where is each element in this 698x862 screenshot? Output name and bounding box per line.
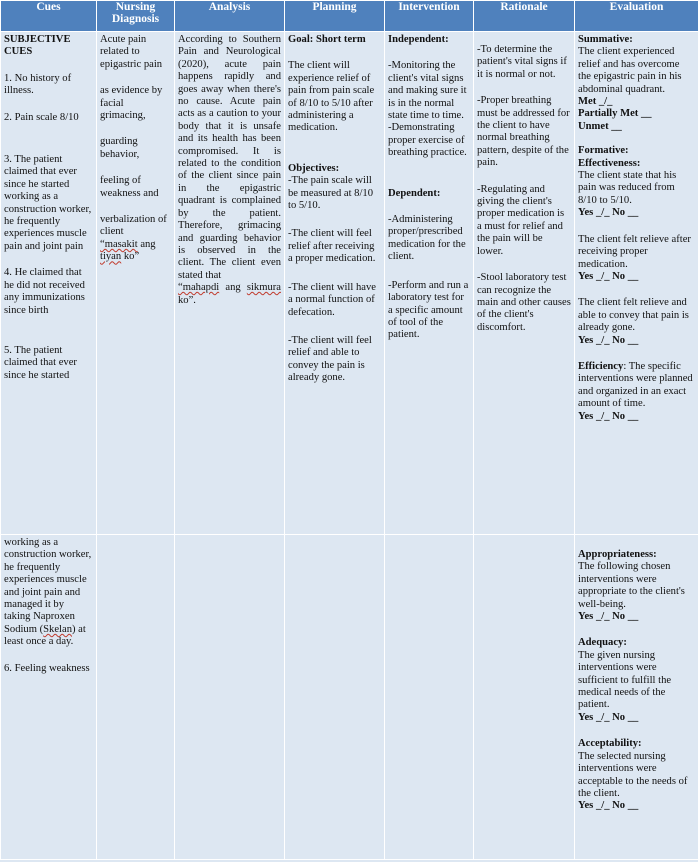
intervention-item: -Perform and run a laboratory test for a specific amount of tool of the patient. bbox=[388, 279, 469, 341]
table-row bbox=[1, 32, 698, 535]
formative-item: The client felt relieve and able to convey that pain is already gone. bbox=[578, 297, 689, 334]
header-nursing-diagnosis: Nursing Diagnosis bbox=[97, 1, 175, 32]
quote-word: ang bbox=[140, 238, 156, 250]
empty-cell bbox=[474, 535, 575, 860]
acceptability-text: The selected nursing interventions were acceptable to the needs of the client. bbox=[578, 750, 688, 799]
cue-continued: working as a construction worker, he frequently experiences muscle and joint pain and managed it by taking Naproxen Sodium (Skelan) at least once a day. bbox=[4, 537, 92, 648]
yes-no-option: Yes _/_ No __ bbox=[578, 270, 639, 282]
quote-word: tiyan bbox=[100, 251, 122, 263]
header-cues: Cues bbox=[1, 1, 97, 32]
intervention-item: -Demonstrating proper exercise of breathing practice. bbox=[388, 122, 467, 159]
cues-cell bbox=[1, 32, 97, 535]
objective-item: -The pain scale will be measured at 8/10 to 5/10. bbox=[288, 175, 374, 212]
acceptability-title: Acceptability: bbox=[578, 738, 642, 750]
planning-cell bbox=[285, 32, 385, 535]
objective-item: -The client will have a normal function of defecation. bbox=[288, 281, 376, 318]
quote-word: “masakit bbox=[100, 238, 138, 250]
efficiency-body: : The specific interventions were planned and organized in an exact amount of time. bbox=[578, 360, 693, 410]
cue-item: 2. Pain scale 8/10 bbox=[4, 111, 79, 123]
header-row bbox=[1, 1, 698, 32]
quote-word: sikmura bbox=[246, 282, 281, 294]
diagnosis-line: guarding behavior, bbox=[100, 136, 140, 160]
analysis-text: According to Southern Pain and Neurological (2020), acute pain happens rapidly and goes away when there's no cause. Acute pain acts as a caution to your body that it is unsafe and its health has been compromised. It is related to the condition of the client since pain in the epigastric quadrant is complained by the patient. Therefore, grimacing and guarding behavior is observed in the client. The client even stated that bbox=[178, 34, 281, 281]
yes-no-option: Yes _/_ No __ bbox=[578, 410, 639, 422]
quote-word: ang bbox=[225, 282, 241, 294]
brand-name: Skelan bbox=[43, 623, 72, 635]
header-intervention: Intervention bbox=[385, 1, 474, 32]
adequacy-title: Adequacy: bbox=[578, 637, 627, 649]
cue-item: 3. The patient claimed that ever since he started working as a construction worker, he frequently experiences muscle pain and joint pain bbox=[4, 154, 92, 252]
appropriateness-title: Appropriateness: bbox=[578, 549, 657, 560]
quote-word: ko”. bbox=[178, 294, 196, 306]
header-rationale: Rationale bbox=[474, 1, 575, 32]
objective-item: -The client will feel relief and able to convey the pain is already gone. bbox=[288, 334, 372, 384]
cue-item: 4. He claimed that he did not received any immunizations since birth bbox=[4, 267, 85, 316]
empty-cell bbox=[385, 535, 474, 860]
planning-short-term: The client will experience relief of pain from pain scale of 8/10 to 5/10 after administering a medication. bbox=[288, 60, 375, 134]
cue-item: 5. The patient claimed that ever since he started bbox=[4, 344, 77, 381]
yes-no-option: Yes _/_ No __ bbox=[578, 800, 639, 812]
intervention-cell bbox=[385, 32, 474, 535]
yes-no-option: Yes _/_ No __ bbox=[578, 207, 639, 219]
yes-no-option: Yes _/_ No __ bbox=[578, 611, 639, 623]
dependent-title: Dependent: bbox=[388, 187, 441, 199]
effectiveness-title: Effectiveness: bbox=[578, 157, 641, 169]
table-row bbox=[1, 535, 698, 860]
rationale-item: -Stool laboratory test can recognize the main and other causes of the client's discomfort. bbox=[477, 272, 571, 333]
diagnosis-line: as evidence by facial grimacing, bbox=[100, 85, 163, 122]
summative-text: The client experienced relief and has overcome the epigastric pain in his abdominal quadrant. bbox=[578, 46, 682, 95]
diagnosis-cell bbox=[97, 32, 175, 535]
rationale-item: -Proper breathing must be addressed for the client to have normal breathing pattern, despite of the pain. bbox=[477, 95, 570, 169]
rationale-item: -Regulating and giving the client's proper medication is a must for relief and the pain will be lower. bbox=[477, 183, 565, 257]
cues-continued-cell bbox=[1, 535, 97, 860]
cue-item: 1. No history of illness. bbox=[4, 72, 72, 97]
adequacy-text: The given nursing interventions were sufficient to fulfill the medical needs of the patient. bbox=[578, 649, 672, 711]
objective-item: -The client will feel relief after receiving a proper medication. bbox=[288, 228, 376, 265]
independent-title: Independent: bbox=[388, 34, 449, 45]
analysis-cell bbox=[175, 32, 285, 535]
efficiency-title: Efficiency bbox=[578, 360, 624, 372]
yes-no-option: Yes _/_ No __ bbox=[578, 334, 639, 346]
header-planning: Planning bbox=[285, 1, 385, 32]
evaluation-continued-cell bbox=[575, 535, 698, 860]
appropriateness-text: The following chosen interventions were appropriate to the client's well-being. bbox=[578, 561, 685, 610]
header-evaluation: Evaluation bbox=[575, 1, 698, 32]
cues-title: SUBJECTIVE CUES bbox=[4, 34, 71, 58]
diagnosis-line: feeling of weakness and bbox=[100, 175, 159, 199]
empty-cell bbox=[175, 535, 285, 860]
intervention-item: -Administering proper/prescribed medication for the client. bbox=[388, 214, 466, 263]
objectives-title: Objectives: bbox=[288, 162, 340, 174]
empty-cell bbox=[285, 535, 385, 860]
empty-cell bbox=[97, 535, 175, 860]
formative-item: The client state that his pain was reduced from 8/10 to 5/10. bbox=[578, 170, 677, 206]
diagnosis-quote bbox=[100, 239, 171, 264]
summative-title: Summative: bbox=[578, 34, 633, 45]
diagnosis-line: verbalization of client bbox=[100, 214, 167, 238]
rationale-item: -To determine the patient's vital signs if it is normal or not. bbox=[477, 44, 567, 80]
efficiency-text bbox=[578, 361, 695, 411]
formative-item: The client felt relieve after receiving proper medication. bbox=[578, 233, 691, 270]
met-option: Met _/_ bbox=[578, 96, 613, 108]
cue-item: 6. Feeling weakness bbox=[4, 662, 90, 674]
quote-word: ko” bbox=[123, 251, 140, 263]
rationale-cell bbox=[474, 32, 575, 535]
unmet-option: Unmet __ bbox=[578, 120, 622, 132]
intervention-item: -Monitoring the client's vital signs and making sure it is in the normal state time to time. bbox=[388, 60, 467, 122]
quote-word: “mahapdi bbox=[178, 282, 220, 294]
header-analysis: Analysis bbox=[175, 1, 285, 32]
yes-no-option: Yes _/_ No __ bbox=[578, 711, 639, 723]
planning-goal: Goal: Short term bbox=[288, 34, 366, 45]
diagnosis-line: Acute pain related to epigastric pain bbox=[100, 34, 163, 70]
evaluation-cell bbox=[575, 32, 698, 535]
partially-met-option: Partially Met __ bbox=[578, 108, 652, 120]
formative-title: Formative: bbox=[578, 145, 629, 157]
analysis-quote bbox=[178, 282, 281, 307]
